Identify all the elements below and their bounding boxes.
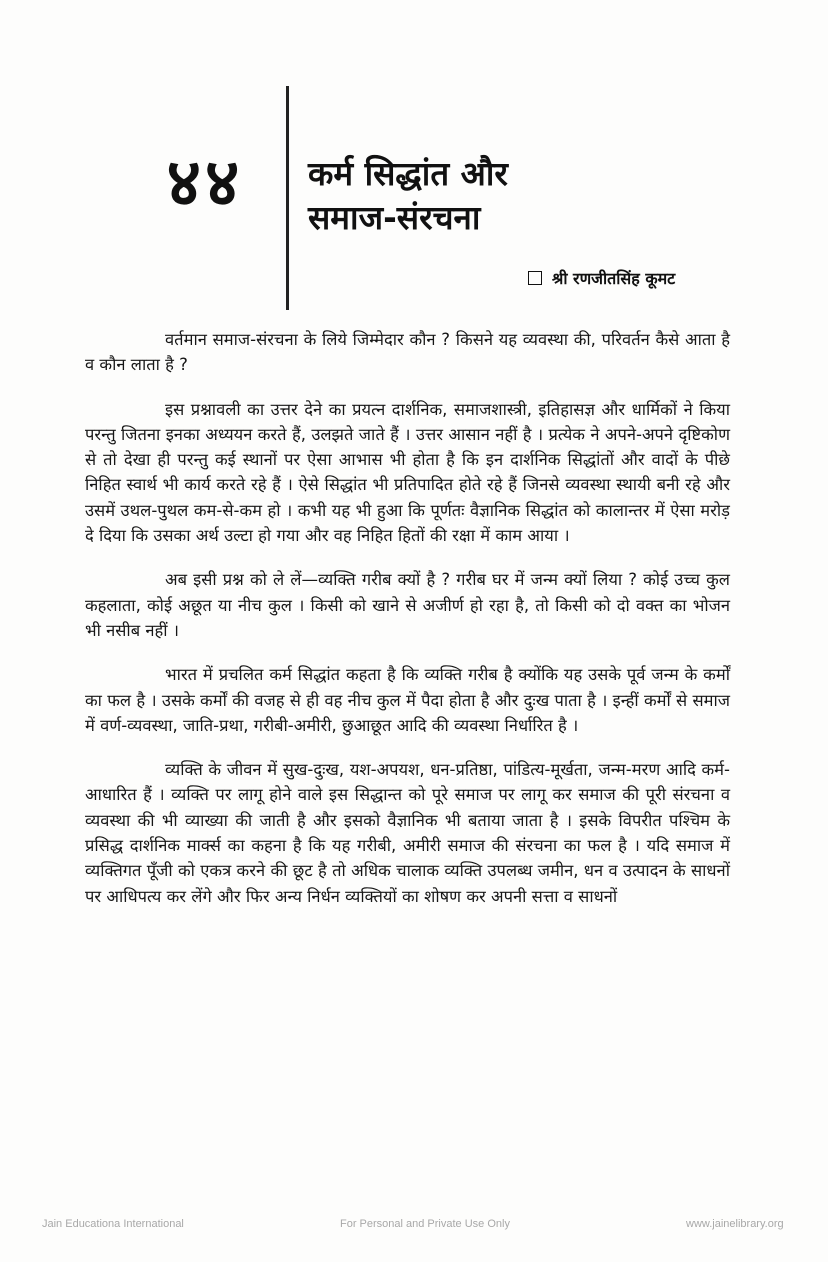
paragraph-4: भारत में प्रचलित कर्म सिद्धांत कहता है कि व्यक्ति गरीब है क्योंकि यह उसके पूर्व जन्म के कर्मों का फल है । उसके कर्मों की वजह से ही वह नीच कुल में पैदा होता है और दुःख पाता है । इन्हीं कर्मों से समाज में वर्ण-व्यवस्था, जाति-प्रथा, गरीबी-अमीरी, छुआछूत आदि की व्यवस्था निर्धारित है ।	[85, 665, 730, 735]
square-bullet-icon	[528, 271, 542, 285]
paragraph-2: इस प्रश्नावली का उत्तर देने का प्रयत्न दार्शनिक, समाजशास्त्री, इतिहासज्ञ और धार्मिकों ने किया परन्तु जितना इनका अध्ययन करते हैं, उलझते जाते हैं । उत्तर आसान नहीं है । प्रत्येक ने अपने-अपने दृष्टिकोण से तो देखा ही परन्तु कई स्थानों पर ऐसा आभास भी होता है कि इन दार्शनिक सिद्धांतों और वादों के पीछे निहित स्वार्थ भी कार्य करते रहे हैं । ऐसे सिद्धांत भी प्रतिपादित होते रहे हैं जिनसे व्यवस्था स्थायी बनी रहे और उसमें उथल-पुथल कम-से-कम हो । कभी यह भी हुआ कि पूर्णतः वैज्ञानिक सिद्धांत को कालान्तर में ऐसा मरोड़ दे दिया कि उसका अर्थ उल्टा हो गया और वह निहित हितों की रक्षा में काम आया ।	[85, 399, 730, 546]
chapter-title-line-1: कर्म सिद्धांत और	[308, 154, 508, 193]
chapter-number: ४४	[166, 144, 244, 221]
paragraph-1: वर्तमान समाज-संरचना के लिये जिम्मेदार कौन ? किसने यह व्यवस्था की, परिवर्तन कैसे आता है व कौन लाता है ?	[85, 330, 730, 375]
vertical-divider	[286, 86, 289, 310]
footer-website: www.jainelibrary.org	[686, 1218, 784, 1230]
author-name: श्री रणजीतसिंह कूमट	[552, 269, 676, 288]
page-footer	[0, 1218, 828, 1238]
chapter-title-line-2: समाज-संरचना	[308, 198, 481, 237]
chapter-title	[308, 152, 508, 240]
paragraph-5: व्यक्ति के जीवन में सुख-दुःख, यश-अपयश, धन-प्रतिष्ठा, पांडित्य-मूर्खता, जन्म-मरण आदि कर्म-आधारित हैं । व्यक्ति पर लागू होने वाले इस सिद्धान्त को पूरे समाज पर लागू कर समाज की पूरी संरचना व व्यवस्था की भी व्याख्या की जाती है और इसको वैज्ञानिक भी बताया जाता है । इसके विपरीत पश्चिम के प्रसिद्ध दार्शनिक मार्क्स का कहना है कि यह गरीबी, अमीरी समाज की संरचना का फल है । यदि समाज में व्यक्तिगत पूँजी को एकत्र करने की छूट है तो अधिक चालाक व्यक्ति उपलब्ध जमीन, धन व उत्पादन के साधनों पर आधिपत्य कर लेंगे और फिर अन्य निर्धन व्यक्तियों का शोषण कर अपनी सत्ता व साधनों	[85, 760, 730, 906]
footer-usage-note: For Personal and Private Use Only	[340, 1218, 510, 1230]
article-body	[85, 327, 730, 928]
footer-publisher: Jain Educationa International	[42, 1218, 184, 1230]
paragraph-3: अब इसी प्रश्न को ले लें—व्यक्ति गरीब क्यों है ? गरीब घर में जन्म क्यों लिया ? कोई उच्च कुल कहलाता, कोई अछूत या नीच कुल । किसी को खाने से अजीर्ण हो रहा है, तो किसी को दो वक्त का भोजन भी नसीब नहीं ।	[85, 570, 730, 640]
author-byline	[528, 267, 675, 289]
